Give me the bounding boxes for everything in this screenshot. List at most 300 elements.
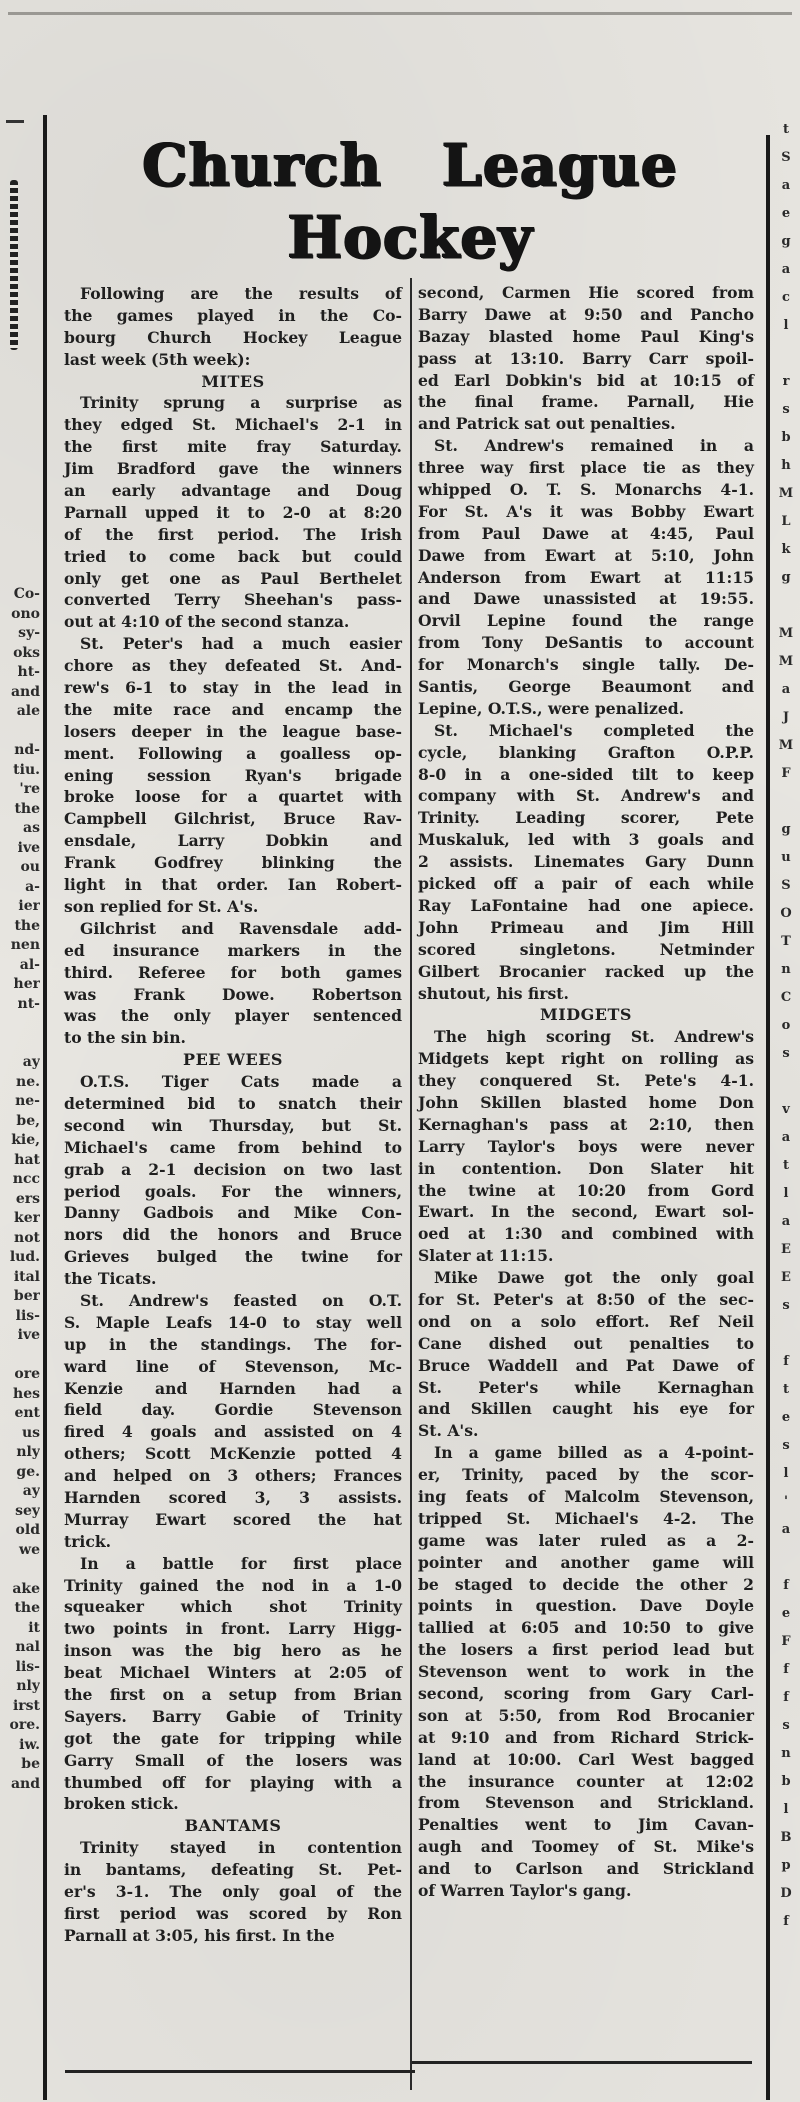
fragment-line: F — [781, 766, 791, 781]
article-paragraph — [418, 282, 754, 435]
fragment-line: h — [781, 458, 791, 473]
text-line: grab a 2-1 decision on two last — [64, 1159, 402, 1179]
middle-column-rule — [410, 278, 412, 2090]
fragment-line: it — [28, 1619, 40, 1636]
fragment-line: L — [781, 514, 791, 529]
fragment-line: t — [782, 122, 789, 137]
fragment-line: ore — [14, 1366, 40, 1382]
text-line: Kenzie and Harnden had a — [64, 1378, 402, 1398]
text-line: game was later ruled as a 2- — [418, 1530, 754, 1550]
fragment-line: E — [781, 1242, 791, 1257]
fragment-line: F — [781, 1634, 791, 1649]
fragment-line: and — [10, 1775, 40, 1792]
fragment-line: b — [781, 1774, 791, 1789]
fragment-line: ber — [13, 1288, 40, 1304]
text-line: first period was scored by Ron — [64, 1903, 402, 1923]
fragment-line: a — [781, 1522, 791, 1537]
text-line: period goals. For the winners, — [64, 1181, 402, 1201]
text-line: Parnall upped it to 2-0 at 8:20 — [64, 502, 402, 522]
text-line: up in the standings. The for- — [64, 1334, 402, 1354]
text-line: the first mite fray Saturday. — [64, 437, 402, 457]
text-line: The high scoring St. Andrew's — [434, 1027, 754, 1047]
right-neighbor-column-fragment — [775, 120, 797, 1940]
text-line: Stevenson went to work in the — [418, 1662, 754, 1682]
fragment-line: B — [780, 1830, 792, 1845]
fragment-line: nly — [16, 1678, 40, 1694]
fragment-line — [6, 722, 40, 742]
fragment-line — [775, 1324, 797, 1352]
fragment-line: l — [783, 1802, 789, 1817]
fragment-line: g — [781, 570, 791, 585]
article-paragraph — [64, 1553, 402, 1816]
fragment-line — [6, 1014, 40, 1034]
text-line: Frank Godfrey blinking the — [64, 853, 402, 873]
page-top-edge — [8, 12, 792, 15]
text-line: er's 3-1. The only goal of the — [64, 1882, 402, 1902]
text-line: ensdale, Larry Dobkin and — [64, 831, 402, 851]
text-line: augh and Toomey of St. Mike's — [418, 1837, 754, 1857]
text-line: fired 4 goals and assisted on 4 — [64, 1422, 402, 1442]
text-line: Gilbert Brocanier racked up the — [418, 961, 754, 981]
fragment-line: ou — [20, 859, 40, 875]
text-line: they edged St. Michael's 2-1 in — [64, 415, 402, 435]
text-line: broken stick. — [64, 1794, 179, 1814]
text-line: second, Carmen Hie scored from — [418, 283, 754, 302]
fragment-line: k — [781, 542, 791, 557]
fragment-line: J — [782, 710, 790, 725]
text-line: son at 5:50, from Rod Brocanier — [418, 1705, 754, 1725]
text-line: bourg Church Hockey League — [64, 327, 402, 347]
fragment-line: S — [781, 150, 791, 165]
text-line: the insurance counter at 12:02 — [418, 1771, 754, 1791]
fragment-line: the — [14, 800, 40, 817]
text-line: Sayers. Barry Gabie of Trinity — [64, 1706, 402, 1726]
text-line: Trinity gained the nod in a 1-0 — [64, 1575, 402, 1595]
text-line: Following are the results of — [80, 284, 402, 303]
text-line: John Primeau and Jim Hill — [418, 917, 754, 937]
fragment-line: be, — [16, 1112, 40, 1129]
text-line: inson was the big hero as he — [64, 1641, 402, 1661]
text-line: was the only player sentenced — [64, 1006, 402, 1026]
text-line: was Frank Dowe. Robertson — [64, 984, 402, 1004]
fragment-line: sey — [15, 1502, 40, 1519]
text-line: St. Michael's completed the — [434, 720, 754, 740]
fragment-line: f — [783, 1914, 789, 1929]
text-line: and Patrick sat out penalties. — [418, 414, 676, 434]
fragment-line: as — [23, 820, 40, 836]
text-line: ing feats of Malcolm Stevenson, — [418, 1486, 754, 1506]
text-line: ed insurance markers in the — [64, 940, 402, 960]
text-line: son replied for St. A's. — [64, 896, 259, 916]
fragment-line: a — [781, 682, 791, 697]
text-line: Trinity stayed in contention — [80, 1838, 402, 1858]
text-line: In a battle for first place — [80, 1553, 402, 1573]
section-heading: MIDGETS — [540, 1005, 632, 1025]
fragment-line: b — [781, 430, 791, 445]
text-line: three way first place tie as they — [418, 458, 754, 478]
fragment-line: ers — [15, 1190, 40, 1207]
left-column-bottom-rule — [65, 2070, 415, 2073]
fragment-line: g — [781, 822, 791, 837]
text-line: the games played in the Co- — [64, 305, 402, 325]
text-line: Anderson from Ewart at 11:15 — [418, 567, 754, 587]
text-line: tripped St. Michael's 4-2. The — [418, 1508, 754, 1528]
text-line: losers deeper in the league base- — [64, 721, 402, 741]
text-line: in contention. Don Slater hit — [418, 1158, 754, 1178]
fragment-line: ive — [17, 1327, 40, 1343]
headline-line-1: Church League — [142, 131, 678, 200]
text-line: be staged to decide the other 2 — [418, 1574, 754, 1594]
fragment-line: ale — [16, 703, 40, 719]
article-paragraph — [418, 435, 754, 720]
left-fragment-tick-rule — [6, 120, 24, 123]
text-line: Kernaghan's pass at 2:10, then — [418, 1114, 754, 1134]
text-line: to the sin bin. — [64, 1028, 186, 1048]
text-line: ward line of Stevenson, Mc- — [64, 1356, 402, 1376]
text-line: Trinity. Leading scorer, Pete — [418, 808, 754, 828]
fragment-line: tiu. — [13, 761, 40, 778]
fragment-line: a- — [25, 878, 40, 895]
fragment-line: ive — [17, 839, 40, 856]
fragment-line: r — [782, 374, 790, 389]
text-line: for St. Peter's at 8:50 of the sec- — [418, 1289, 754, 1309]
fragment-line: f — [783, 1354, 789, 1369]
text-line: Bazay blasted home Paul King's — [418, 326, 754, 346]
text-line: trick. — [64, 1531, 112, 1551]
fragment-line: l — [783, 318, 789, 333]
article-paragraph — [64, 1837, 402, 1946]
text-line: Gilchrist and Ravensdale add- — [80, 918, 402, 938]
text-line: Harnden scored 3, 3 assists. — [64, 1487, 402, 1507]
right-column-bottom-rule — [412, 2061, 752, 2064]
fragment-line: ht- — [17, 664, 40, 680]
fragment-line: her — [13, 976, 40, 992]
text-line: In a game billed as a 4-point- — [434, 1443, 754, 1463]
text-line: Santis, George Beaumont and — [418, 677, 754, 697]
fragment-line — [775, 1072, 797, 1100]
text-line: the first on a setup from Brian — [64, 1685, 402, 1704]
text-line: Midgets kept right on rolling as — [418, 1049, 754, 1069]
text-line: at 9:10 and from Richard Strick- — [418, 1727, 754, 1747]
fragment-line: s — [782, 1298, 790, 1313]
fragment-line: lud. — [9, 1249, 40, 1265]
fragment-line: e — [781, 206, 791, 221]
fragment-line: f — [783, 1662, 789, 1677]
fragment-line: n — [781, 1746, 791, 1761]
text-line: got the gate for tripping while — [64, 1728, 402, 1748]
text-line: an early advantage and Doug — [64, 481, 402, 501]
text-line: Ray LaFontaine had one apiece. — [418, 895, 754, 915]
text-line: Ewart. In the second, Ewart sol- — [418, 1202, 754, 1222]
fragment-line: nt- — [17, 995, 40, 1012]
fragment-line: M — [778, 738, 794, 753]
fragment-line: a — [781, 262, 791, 277]
article-paragraph — [64, 633, 402, 918]
fragment-line: be — [21, 1756, 40, 1772]
fragment-line: o — [781, 1018, 791, 1033]
fragment-line: ker — [14, 1210, 40, 1226]
article-paragraph — [418, 1026, 754, 1267]
fragment-line: oks — [13, 644, 40, 661]
text-line: the losers a first period lead but — [418, 1640, 754, 1660]
fragment-line: 're — [19, 781, 40, 797]
text-line: O.T.S. Tiger Cats made a — [80, 1072, 402, 1092]
article-column-right — [418, 282, 754, 1902]
text-line: broke loose for a quartet with — [64, 787, 402, 807]
text-line: light in that order. Ian Robert- — [64, 875, 402, 895]
fragment-line: lis- — [15, 1307, 40, 1324]
fragment-line — [6, 1346, 40, 1366]
text-line: John Skillen blasted home Don — [418, 1092, 754, 1112]
fragment-line: t — [782, 1158, 789, 1173]
text-line: points in question. Dave Doyle — [418, 1596, 754, 1616]
fragment-line: old — [15, 1522, 40, 1538]
fragment-line: ne. — [16, 1073, 40, 1090]
article-paragraph — [64, 283, 402, 371]
fragment-line: nd- — [14, 742, 40, 758]
fragment-line: u — [781, 850, 791, 865]
fragment-line: sy- — [18, 625, 40, 641]
text-line: ond on a solo effort. Ref Neil — [418, 1311, 754, 1331]
text-line: For St. A's it was Bobby Ewart — [418, 501, 754, 521]
fragment-line: v — [782, 1102, 790, 1117]
fragment-line: hes — [13, 1385, 40, 1402]
fragment-line: C — [780, 990, 792, 1005]
wavy-rule-divider — [10, 180, 18, 350]
text-line: field day. Gordie Stevenson — [64, 1400, 402, 1420]
section-heading: BANTAMS — [184, 1816, 282, 1836]
text-line: converted Terry Sheehan's pass- — [64, 590, 402, 610]
fragment-line: the — [14, 1600, 40, 1616]
text-line: rew's 6-1 to stay in the lead in — [64, 678, 402, 698]
fragment-line — [775, 596, 797, 624]
text-line: second win Thursday, but St. — [64, 1115, 402, 1135]
right-column-rule — [766, 135, 770, 2100]
fragment-line: ono — [11, 605, 40, 622]
fragment-line: t — [782, 1382, 789, 1397]
fragment-line — [775, 792, 797, 820]
text-line: others; Scott McKenzie potted 4 — [64, 1444, 402, 1464]
text-line: company with St. Andrew's and — [418, 786, 754, 806]
article-paragraph — [64, 1290, 402, 1553]
text-line: Bruce Waddell and Pat Dawe of — [418, 1355, 754, 1375]
fragment-line: not — [14, 1229, 40, 1246]
text-line: thumbed off for playing with a — [64, 1772, 402, 1792]
fragment-line: M — [778, 654, 794, 669]
fragment-line: ay — [22, 1483, 40, 1499]
fragment-line: ake — [12, 1580, 40, 1597]
text-line: Trinity sprung a surprise as — [80, 393, 402, 413]
article-headline — [60, 131, 760, 272]
fragment-line: hat — [14, 1151, 40, 1168]
text-line: of the first period. The Irish — [64, 524, 402, 544]
text-line: St. Andrew's feasted on O.T. — [80, 1290, 402, 1310]
text-line: beat Michael Winters at 2:05 of — [64, 1663, 402, 1683]
text-line: last week (5th week): — [64, 349, 251, 369]
text-line: Lepine, O.T.S., were penalized. — [418, 698, 685, 718]
fragment-line: ncc — [12, 1171, 40, 1187]
text-line: the mite race and encamp the — [64, 699, 402, 719]
fragment-line: we — [19, 1541, 40, 1558]
headline-line-2: Hockey — [287, 203, 533, 272]
text-line: from Paul Dawe at 4:45, Paul — [418, 523, 754, 543]
text-line: and to Carlson and Strickland — [418, 1859, 754, 1879]
text-line: land at 10:00. Carl West bagged — [418, 1749, 754, 1769]
text-line: they conquered St. Pete's 4-1. — [418, 1071, 754, 1091]
text-line: pointer and another game will — [418, 1552, 754, 1572]
text-line: in bantams, defeating St. Pet- — [64, 1860, 402, 1880]
fragment-line: us — [21, 1424, 40, 1441]
left-fragment-text — [6, 585, 40, 1794]
fragment-line: ge. — [16, 1463, 40, 1480]
fragment-line: ' — [784, 1494, 788, 1509]
fragment-line: irst — [12, 1697, 40, 1714]
text-line: St. Peter's while Kernaghan — [418, 1377, 754, 1397]
text-line: tried to come back but could — [64, 546, 402, 566]
text-line: third. Referee for both games — [64, 962, 402, 982]
text-line: er, Trinity, paced by the scor- — [418, 1465, 754, 1485]
text-line: Garry Small of the losers was — [64, 1750, 402, 1770]
text-line: 2 assists. Linemates Gary Dunn — [418, 852, 754, 872]
text-line: ening session Ryan's brigade — [64, 765, 402, 785]
text-line: pass at 13:10. Barry Carr spoil- — [418, 348, 754, 368]
fragment-line: e — [781, 1606, 791, 1621]
fragment-line — [6, 1034, 40, 1054]
fragment-line: ent — [14, 1405, 40, 1421]
text-line: Orvil Lepine found the range — [418, 611, 754, 631]
text-line: tallied at 6:05 and 10:50 to give — [418, 1618, 754, 1638]
fragment-line: nen — [10, 937, 40, 953]
fragment-line: n — [781, 962, 791, 977]
text-line: S. Maple Leafs 14-0 to stay well — [64, 1312, 402, 1332]
text-line: Grieves bulged the twine for — [64, 1247, 402, 1267]
text-line: whipped O. T. S. Monarchs 4-1. — [418, 480, 754, 500]
fragment-line: l — [783, 1186, 789, 1201]
left-column-rule — [43, 115, 47, 2100]
fragment-line: ital — [13, 1268, 40, 1285]
text-line: Barry Dawe at 9:50 and Pancho — [418, 304, 754, 324]
text-line: oed at 1:30 and combined with — [418, 1224, 754, 1244]
text-line: determined bid to snatch their — [64, 1093, 402, 1113]
section-heading: PEE WEES — [183, 1050, 283, 1070]
text-line: squeaker which shot Trinity — [64, 1597, 402, 1617]
text-line: shutout, his first. — [418, 983, 569, 1003]
text-line: chore as they defeated St. And- — [64, 656, 402, 676]
fragment-line: nal — [15, 1639, 40, 1655]
text-line: scored singletons. Netminder — [418, 939, 754, 959]
fragment-line: a — [781, 1214, 791, 1229]
fragment-line: D — [780, 1886, 792, 1901]
fragment-line: iw. — [19, 1736, 40, 1753]
article-column-left — [64, 283, 402, 1947]
text-line: Campbell Gilchrist, Bruce Rav- — [64, 809, 402, 829]
fragment-line: and — [10, 683, 40, 700]
fragment-line: O — [780, 906, 792, 921]
fragment-line — [6, 1560, 40, 1580]
text-line: and helped on 3 others; Frances — [64, 1466, 402, 1486]
fragment-line: M — [778, 486, 794, 501]
fragment-line — [775, 344, 797, 372]
text-line: from Stevenson and Strickland. — [418, 1793, 754, 1813]
text-line: Dawe from Ewart at 5:10, John — [418, 545, 754, 565]
article-paragraph — [64, 392, 402, 633]
text-line: and Dawe unassisted at 19:55. — [418, 589, 754, 609]
text-line: the final frame. Parnall, Hie — [418, 392, 754, 412]
text-line: Parnall at 3:05, his first. In the — [64, 1925, 335, 1945]
fragment-line: T — [781, 934, 791, 949]
text-line: Penalties went to Jim Cavan- — [418, 1815, 754, 1835]
text-line: picked off a pair of each while — [418, 874, 754, 894]
text-line: ed Earl Dobkin's bid at 10:15 of — [418, 370, 754, 390]
article-paragraph — [64, 1071, 402, 1290]
text-line: for Monarch's single tally. De- — [418, 655, 754, 675]
text-line: Muskaluk, led with 3 goals and — [418, 830, 754, 850]
text-line: the twine at 10:20 from Gord — [418, 1180, 754, 1200]
fragment-line: ne- — [15, 1093, 40, 1109]
text-line: St. A's. — [418, 1421, 479, 1441]
text-line: of Warren Taylor's gang. — [418, 1881, 632, 1901]
fragment-line: s — [782, 1718, 790, 1733]
fragment-line: g — [781, 234, 791, 249]
text-line: and Skillen caught his eye for — [418, 1399, 754, 1419]
section-heading: MITES — [201, 371, 265, 391]
text-line: nors did the honors and Bruce — [64, 1225, 402, 1245]
text-line: Danny Gadbois and Mike Con- — [64, 1203, 402, 1223]
article-paragraph — [418, 720, 754, 1005]
fragment-line: al- — [19, 956, 40, 973]
fragment-line: ore. — [9, 1717, 40, 1733]
fragment-line: Co- — [13, 586, 40, 602]
fragment-line — [775, 1548, 797, 1576]
fragment-line: f — [783, 1690, 789, 1705]
text-line: St. Peter's had a much easier — [80, 634, 402, 654]
fragment-line: ier — [18, 898, 40, 914]
text-line: Murray Ewart scored the hat — [64, 1509, 402, 1529]
article-paragraph — [418, 1267, 754, 1442]
text-line: only get one as Paul Berthelet — [64, 568, 402, 588]
text-line: Mike Dawe got the only goal — [434, 1268, 754, 1288]
fragment-line: lis- — [15, 1658, 40, 1675]
fragment-line: a — [781, 1130, 791, 1145]
fragment-line: e — [781, 1410, 791, 1425]
text-line: the Ticats. — [64, 1269, 157, 1289]
fragment-line: s — [782, 1046, 790, 1061]
fragment-line: a — [781, 178, 791, 193]
text-line: Larry Taylor's boys were never — [418, 1136, 754, 1156]
text-line: Cane dished out penalties to — [418, 1333, 754, 1353]
text-line: cycle, blanking Grafton O.P.P. — [418, 742, 754, 762]
text-line: out at 4:10 of the second stanza. — [64, 612, 350, 632]
fragment-line: kie, — [11, 1132, 40, 1148]
text-line: second, scoring from Gary Carl- — [418, 1684, 754, 1703]
fragment-line: l — [783, 1466, 789, 1481]
text-line: Jim Bradford gave the winners — [64, 459, 402, 479]
fragment-line: f — [783, 1578, 789, 1593]
text-line: Michael's came from behind to — [64, 1137, 402, 1157]
fragment-line: E — [781, 1270, 791, 1285]
fragment-line: c — [782, 290, 790, 305]
text-line: from Tony DeSantis to account — [418, 633, 754, 653]
text-line: ment. Following a goalless op- — [64, 743, 402, 763]
text-line: two points in front. Larry Higg- — [64, 1619, 402, 1639]
fragment-line: S — [781, 878, 791, 893]
fragment-line: the — [14, 917, 40, 934]
fragment-line: p — [781, 1858, 791, 1873]
text-line: Slater at 11:15. — [418, 1246, 554, 1266]
text-line: 8-0 in a one-sided tilt to keep — [418, 764, 754, 784]
article-paragraph — [64, 918, 402, 1049]
article-paragraph — [418, 1442, 754, 1902]
